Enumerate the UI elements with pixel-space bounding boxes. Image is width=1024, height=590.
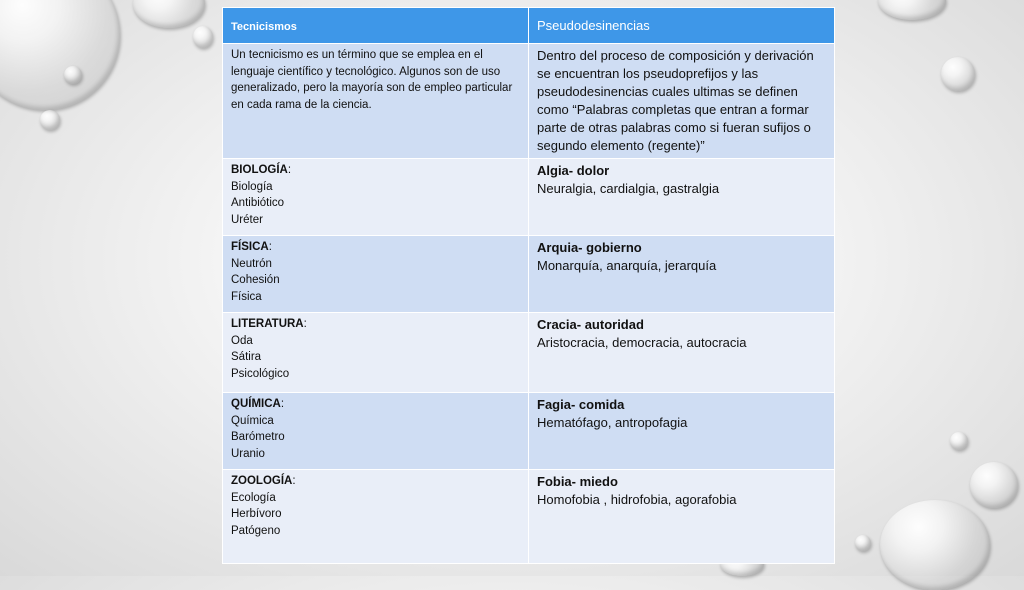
suffix-cell	[529, 470, 835, 564]
field-name: ZOOLOGÍA	[231, 475, 293, 487]
term-item: Ecología	[231, 491, 276, 504]
water-drop-decoration	[880, 500, 990, 590]
water-drop-decoration	[941, 57, 975, 91]
field-colon: :	[292, 475, 296, 487]
term-item: Psicológico	[231, 367, 290, 380]
field-cell	[223, 393, 529, 470]
suffix-cell	[529, 236, 835, 313]
water-drop-decoration	[950, 432, 968, 450]
header-label: Tecnicismos	[231, 21, 297, 33]
field-cell	[223, 159, 529, 236]
table-row	[223, 313, 835, 393]
water-drop-decoration	[133, 0, 205, 28]
table-row-intro	[223, 44, 835, 159]
table-row	[223, 236, 835, 313]
water-drop-decoration	[64, 66, 82, 84]
field-colon: :	[287, 164, 292, 176]
suffix-examples: Aristocracia, democracia, autocracia	[537, 335, 747, 350]
water-drop-decoration	[0, 0, 120, 110]
water-drop-decoration	[855, 535, 871, 551]
field-name: QUÍMICA	[231, 398, 281, 410]
tecnicismo-definition: Un tecnicismo es un término que se emplea en el lenguaje científico y tecnológico. Algunos son de uso generalizado, pero la mayoría son de empleo particular en cada rama de la ciencia.	[223, 44, 529, 159]
field-name: BIOLOGÍA	[231, 164, 288, 176]
suffix-cell	[529, 313, 835, 393]
pseudodesinencia-definition: Dentro del proceso de composición y derivación se encuentran los pseudoprefijos y las pseudodesinencias cuales ultimas se definen como “Palabras completas que entran a formar parte de otras palabras como si fueran sufijos o segundo elemento (regente)”	[529, 44, 835, 159]
field-cell	[223, 313, 529, 393]
tecnicismos-table	[222, 7, 835, 564]
water-drop-decoration	[878, 0, 946, 20]
suffix-examples: Neuralgia, cardialgia, gastralgia	[537, 181, 720, 196]
suffix-examples: Homofobia , hidrofobia, agorafobia	[537, 492, 737, 507]
field-name: LITERATURA	[231, 318, 304, 330]
term-item: Uranio	[231, 447, 265, 460]
field-cell	[223, 236, 529, 313]
term-item: Oda	[231, 334, 253, 347]
water-drop-decoration	[40, 110, 60, 130]
term-item: Biología	[231, 180, 273, 193]
field-colon: :	[303, 318, 307, 330]
suffix-title: Algia- dolor	[537, 163, 610, 178]
water-drop-decoration	[970, 462, 1018, 508]
term-item: Barómetro	[231, 431, 285, 443]
suffix-title: Fagia- comida	[537, 397, 625, 412]
table-header-row	[223, 8, 835, 44]
term-item: Uréter	[231, 213, 263, 226]
suffix-cell	[529, 393, 835, 470]
term-item: Neutrón	[231, 257, 272, 270]
suffix-examples: Monarquía, anarquía, jerarquía	[537, 258, 717, 273]
water-drop-decoration	[193, 26, 213, 48]
suffix-title: Cracia- autoridad	[537, 317, 644, 332]
table-row	[223, 470, 835, 564]
term-item: Antibiótico	[231, 197, 285, 209]
header-pseudodesinencias	[529, 8, 835, 44]
term-item: Física	[231, 290, 262, 303]
suffix-examples: Hematófago, antropofagia	[537, 415, 688, 430]
table-row	[223, 393, 835, 470]
field-name: FÍSICA	[231, 241, 269, 253]
table-row	[223, 159, 835, 236]
field-colon: :	[280, 398, 285, 410]
header-label: Pseudodesinencias	[537, 18, 650, 33]
term-item: Sátira	[231, 351, 262, 363]
suffix-title: Arquia- gobierno	[537, 240, 642, 255]
term-item: Química	[231, 414, 274, 427]
term-item: Patógeno	[231, 524, 281, 537]
field-colon: :	[268, 241, 272, 253]
header-tecnicismos	[223, 8, 529, 44]
term-item: Herbívoro	[231, 508, 282, 520]
field-cell	[223, 470, 529, 564]
term-item: Cohesión	[231, 274, 280, 286]
suffix-title: Fobia- miedo	[537, 474, 618, 489]
suffix-cell	[529, 159, 835, 236]
